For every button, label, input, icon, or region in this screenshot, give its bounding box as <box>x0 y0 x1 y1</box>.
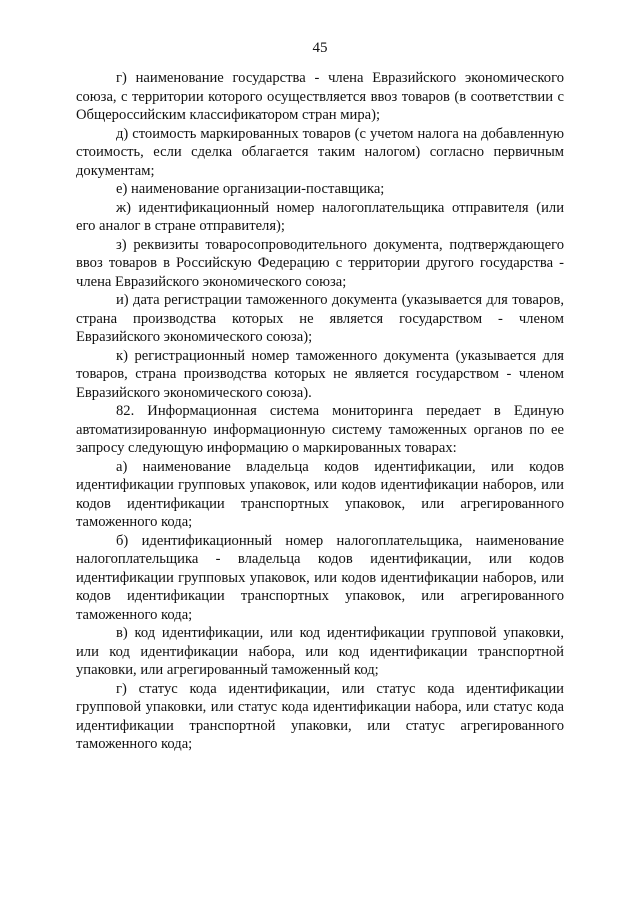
paragraph-b-taxpayer-id: б) идентификационный номер налогоплательщика, наименование налогоплательщика - владельца кодов идентификации, или кодов идентификации групповых упаковок, или кодов идентификации наборов, или кодов идентификации транспортных упаковок, или агрегированного таможенного кода; <box>76 532 564 623</box>
paragraph-g-country: г) наименование государства - члена Евразийского экономического союза, с территории которого осуществляется ввоз товаров (в соответствии с Общероссийским классификатором стран мира); <box>76 70 564 123</box>
paragraph-k-customs-number: к) регистрационный номер таможенного документа (указывается для товаров, страна производства которых не является государством - членом Евразийского экономического союза). <box>76 347 564 401</box>
paragraph-a-owner-name: а) наименование владельца кодов идентификации, или кодов идентификации групповых упаковок, или кодов идентификации наборов, или кодов идентификации транспортных упаковок, или агрегированного таможенного кода; <box>76 458 564 530</box>
document-body <box>76 69 564 754</box>
paragraph-z-shipping-document: з) реквизиты товаросопроводительного документа, подтверждающего ввоз товаров в Российскую Федерацию с территории другого государства - члена Евразийского экономического союза; <box>76 236 564 290</box>
paragraph-e-supplier: е) наименование организации-поставщика; <box>116 181 385 197</box>
paragraph-v-identification-code: в) код идентификации, или код идентификации групповой упаковки, или код идентификации набора, или код идентификации транспортной упаковки, или агрегированный таможенный код; <box>76 625 564 678</box>
paragraph-d-cost: д) стоимость маркированных товаров (с учетом налога на добавленную стоимость, если сделка облагается таким налогом) согласно первичным документам; <box>76 125 564 179</box>
page-number: 45 <box>312 40 328 56</box>
paragraph-zh-sender-inn: ж) идентификационный номер налогоплательщика отправителя (или его аналог в стране отправителя); <box>76 199 564 234</box>
paragraph-i-customs-date: и) дата регистрации таможенного документа (указывается для товаров, страна производства которых не является государством - членом Евразийского экономического союза); <box>76 292 564 345</box>
paragraph-g-code-status: г) статус кода идентификации, или статус кода идентификации групповой упаковки, или статус кода идентификации набора, или статус кода идентификации транспортной упаковки, или статус агрегированного таможенного кода; <box>76 680 564 752</box>
paragraph-82-info-transfer: 82. Информационная система мониторинга передает в Единую автоматизированную информационную систему таможенных органов по ее запросу следующую информацию о маркированных товарах: <box>76 403 564 456</box>
